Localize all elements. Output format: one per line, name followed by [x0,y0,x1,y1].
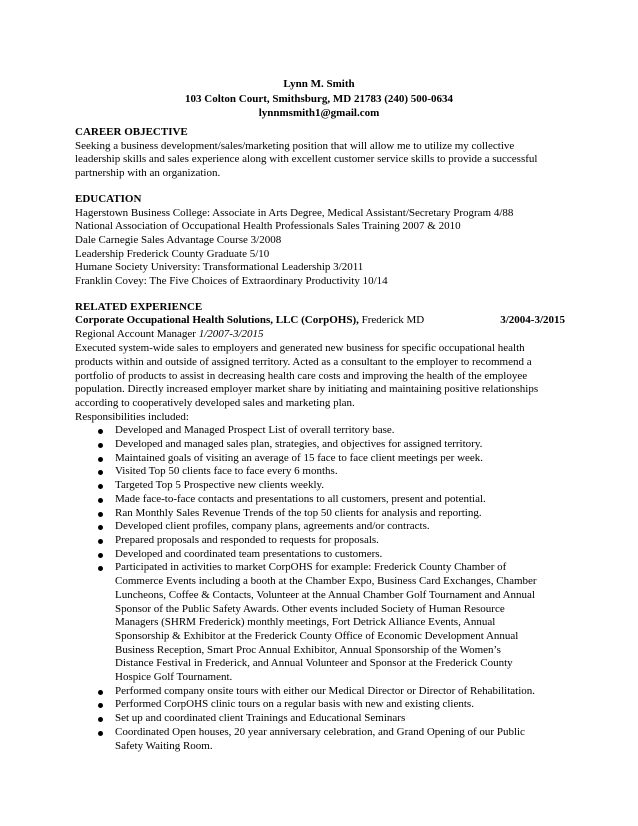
company-location: Frederick MD [358,314,425,327]
responsibility-line: Safety Waiting Room. [115,739,213,752]
bullet-icon [98,498,103,503]
bullet-icon [98,525,103,530]
employment-dates: 3/2004-3/2015 [500,314,565,327]
responsibility-item [75,479,565,493]
experience-section [75,301,565,754]
experience-heading: RELATED EXPERIENCE [75,300,203,313]
responsibility-line: Commerce Events including a booth at the Chamber Expo, Business Card Exchanges, Chamber [115,575,537,588]
job-header [75,314,565,328]
bullet-icon [98,484,103,489]
bullet-icon [98,690,103,695]
responsibility-line: Managers (SHRM Frederick) monthly meetings, Fort Detrick Alliance Events, Annual [115,616,496,629]
summary-line: products within and outside of assigned territory. Acted as a consultant to the employer to recommend a [75,355,532,368]
bullet-icon [98,566,103,571]
bullet-icon [98,717,103,722]
responsibility-item [75,507,565,521]
responsibility-line: Ran Monthly Sales Revenue Trends of the top 50 clients for analysis and reporting. [115,506,482,519]
contact-email: lynnmsmith1@gmail.com [258,107,380,119]
responsibility-line: Developed and coordinated team presentations to customers. [115,547,383,560]
responsibility-line: Developed client profiles, company plans, agreements and/or contracts. [115,520,430,533]
responsibility-line: Sponsor of the Public Safety Awards. Other events included Society of Human Resource [115,602,505,615]
responsibility-item [75,534,565,548]
job-title-line [75,328,565,342]
bullet-icon [98,470,103,475]
responsibility-line: Developed and Managed Prospect List of overall territory base. [115,424,395,437]
responsibility-line: Set up and coordinated client Trainings and Educational Seminars [115,712,406,725]
responsibility-item [75,726,565,753]
bullet-icon [98,703,103,708]
responsibility-line: Performed CorpOHS clinic tours on a regular basis with new and existing clients. [115,698,474,711]
responsibility-line: Hospice Golf Tournament. [115,671,233,684]
job-title-dates: 1/2007-3/2015 [198,328,264,341]
responsibility-line: Visited Top 50 clients face to face every 6 months. [115,465,338,478]
bullet-icon [98,443,103,448]
summary-line: Executed system-wide sales to employers and generated new business for specific occupational health [75,342,525,355]
contact-address: 103 Colton Court, Smithsburg, MD 21783 (240) 500-0634 [185,92,453,105]
responsibility-line: Participated in activities to market CorpOHS for example: Frederick County Chamber of [115,561,507,574]
summary-line: population. Directly increased employer market share by initiating and maintaining positive relationships [75,383,539,396]
objective-heading: CAREER OBJECTIVE [75,126,188,138]
responsibility-line: Distance Festival in Frederick, and Annual Volunteer and Sponsor at the Frederick County [115,657,513,670]
responsibility-item [75,493,565,507]
responsibility-item [75,424,565,438]
education-item: National Association of Occupational Health Professionals Sales Training 2007 & 2010 [75,220,461,233]
responsibility-item [75,712,565,726]
responsibility-item [75,561,565,684]
objective-line: Seeking a business development/sales/marketing position that will allow me to utilize my collective [75,139,515,152]
responsibilities-list [75,424,565,753]
bullet-icon [98,457,103,462]
bullet-icon [98,731,103,736]
resume-header [0,77,638,121]
responsibility-item [75,685,565,699]
responsibility-line: Performed company onsite tours with either our Medical Director or Director of Rehabilitation. [115,684,536,697]
education-item: Dale Carnegie Sales Advantage Course 3/2008 [75,233,282,246]
summary-line: according to cooperatively developed sales and marketing plan. [75,396,355,409]
responsibility-line: Sponsorship & Exhibitor at the Frederick County Office of Economic Development Annual [115,629,519,642]
responsibility-line: Coordinated Open houses, 20 year anniversary celebration, and Grand Opening of our Public [115,725,525,738]
bullet-icon [98,553,103,558]
responsibility-line: Business Reception, Smart Proc Annual Exhibitor, Annual Sponsorship of the Women’s [115,643,501,656]
education-section [75,193,565,289]
bullet-icon [98,429,103,434]
responsibility-line: Made face-to-face contacts and presentations to all customers, present and potential. [115,492,486,505]
responsibility-line: Developed and managed sales plan, strategies, and objectives for assigned territory. [115,438,483,451]
responsibility-line: Targeted Top 5 Prospective new clients weekly. [115,479,325,492]
job-title: Regional Account Manager [75,328,199,341]
education-item: Franklin Covey: The Five Choices of Extraordinary Productivity 10/14 [75,275,388,288]
responsibility-item [75,698,565,712]
bullet-icon [98,539,103,544]
objective-section [75,126,565,181]
education-heading: EDUCATION [75,192,142,205]
responsibility-item [75,465,565,479]
objective-line: partnership with an organization. [75,167,221,180]
responsibility-line: Luncheons, Coffee & Contacts, Volunteer at the Annual Chamber Golf Tournament and Annual [115,588,535,601]
responsibility-item [75,520,565,534]
responsibility-item [75,548,565,562]
responsibility-line: Maintained goals of visiting an average of 15 face to face client meetings per week. [115,451,484,464]
education-item: Humane Society University: Transformational Leadership 3/2011 [75,261,364,274]
responsibility-item [75,452,565,466]
education-item: Hagerstown Business College: Associate in Arts Degree, Medical Assistant/Secretary Program 4/88 [75,206,514,219]
objective-line: leadership skills and sales experience along with excellent customer service skills to provide a successful [75,153,538,166]
responsibility-item [75,438,565,452]
summary-line: portfolio of products to assist in decreasing health care costs and improving the health of the employee [75,369,528,382]
responsibility-line: Prepared proposals and responded to requests for proposals. [115,533,379,546]
bullet-icon [98,512,103,517]
resume-body [75,126,565,753]
company-name: Corporate Occupational Health Solutions, LLC (CorpOHS), [75,314,359,327]
responsibilities-label: Responsibilities included: [75,410,189,423]
education-item: Leadership Frederick County Graduate 5/10 [75,247,270,260]
candidate-name: Lynn M. Smith [283,78,355,90]
